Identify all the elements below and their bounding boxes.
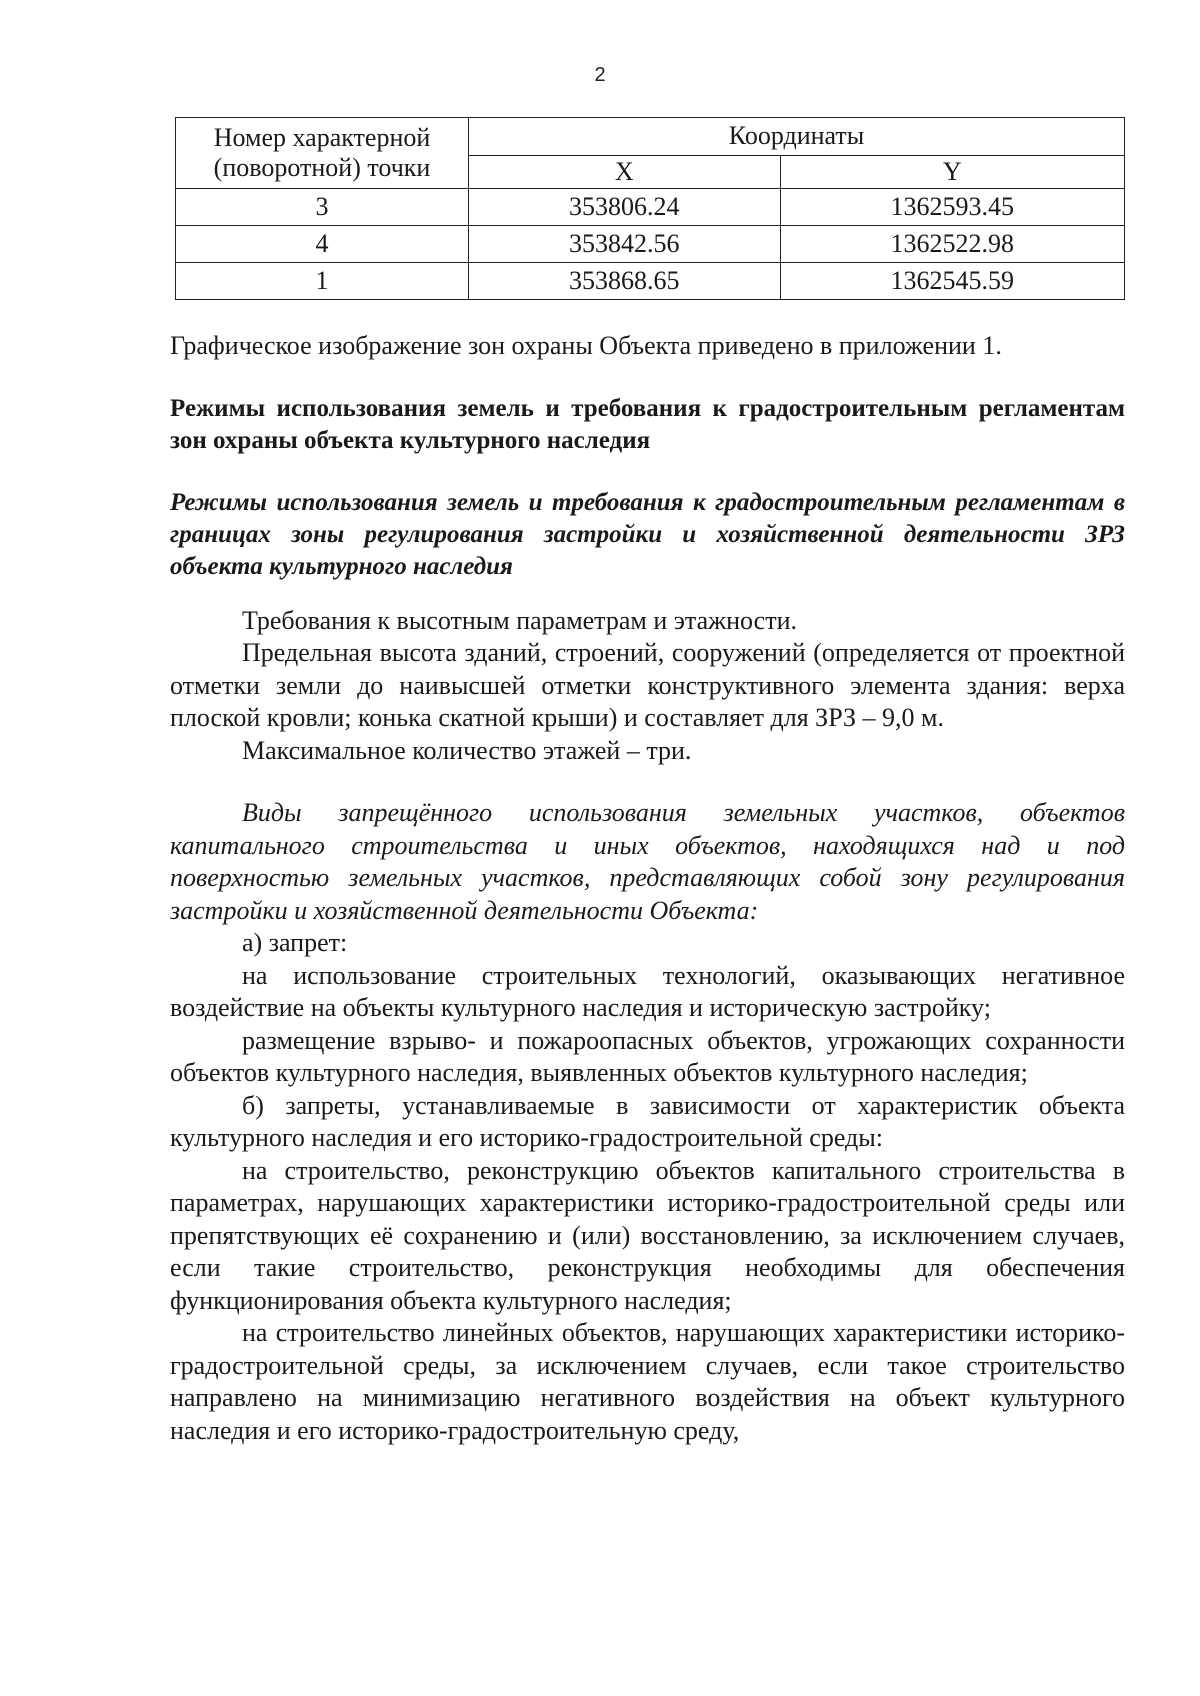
page-number: 2 — [594, 64, 606, 86]
header-y: Y — [780, 155, 1124, 188]
table-header-row — [176, 118, 1125, 156]
paragraph-ban-technologies: на использование строительных технологий, оказывающих негативное воздействие на объекты культурного наследия и историческую застройку; — [170, 960, 1125, 1022]
paragraph-height-requirements: Требования к высотным параметрам и этажности. — [242, 605, 797, 635]
header-x: X — [469, 155, 781, 188]
paragraph-ban-a: а) запрет: — [242, 928, 348, 957]
graphic-note: Графическое изображение зон охраны Объекта приведено в приложении 1. — [170, 331, 1002, 360]
paragraph-max-floors: Максимальное количество этажей – три. — [242, 735, 692, 765]
cell-x: 353868.65 — [469, 263, 781, 300]
paragraph-ban-construction: на строительство, реконструкцию объектов капитального строительства в параметрах, нарушающих характеристики историко-градостроительной среды или препятствующих её сохранению и (или) восстановлению, за исключением случаев, если такие строительство, реконструкция необходимы для обеспечения функционирования объекта культурного наследия; — [170, 1155, 1125, 1315]
table-row — [176, 189, 1125, 226]
paragraph-ban-linear: на строительство линейных объектов, нарушающих характеристики историко-градостроительной среды, за исключением случаев, если такое строительство направлено на минимизацию негативного воздействия на объект культурного наследия и его историко-градостроительную среду, — [170, 1318, 1125, 1445]
cell-y: 1362593.45 — [780, 189, 1124, 226]
cell-y: 1362545.59 — [780, 263, 1124, 300]
cell-point: 1 — [176, 263, 469, 300]
paragraph-ban-hazardous: размещение взрыво- и пожароопасных объектов, угрожающих сохранности объектов культурного наследия, выявленных объектов культурного наследия; — [170, 1025, 1125, 1087]
cell-point: 4 — [176, 226, 469, 263]
table-row — [176, 263, 1125, 300]
header-point-number: Номер характерной (поворотной) точки — [176, 118, 469, 189]
paragraph-max-height: Предельная высота зданий, строений, сооружений (определяется от проектной отметки земли до наивысшей отметки конструктивного элемента здания: верха плоской кровли; конька скатной крыши) и составляет для ЗРЗ – 9,0 м. — [170, 638, 1125, 732]
coordinates-table — [175, 117, 1125, 300]
table-row — [176, 226, 1125, 263]
cell-point: 3 — [176, 189, 469, 226]
document-body — [170, 330, 1125, 1447]
header-coordinates: Координаты — [469, 118, 1125, 156]
paragraph-ban-b: б) запреты, устанавливаемые в зависимости от характеристик объекта культурного наследия и его историко-градостроительной среды: — [170, 1090, 1125, 1152]
cell-x: 353842.56 — [469, 226, 781, 263]
heading-main: Режимы использования земель и требования к градостроительным регламентам зон охраны объекта культурного наследия — [170, 394, 1125, 454]
paragraph-prohibited-uses: Виды запрещённого использования земельных участков, объектов капитального строительства и иных объектов, находящихся над и под поверхностью земельных участков, представляющих собой зону регулирования застройки и хозяйственной деятельности Объекта: — [170, 798, 1125, 925]
cell-x: 353806.24 — [469, 189, 781, 226]
cell-y: 1362522.98 — [780, 226, 1124, 263]
heading-sub: Режимы использования земель и требования к градостроительным регламентам в границах зоны регулирования застройки и хозяйственной деятельности ЗРЗ объекта культурного наследия — [170, 488, 1125, 580]
